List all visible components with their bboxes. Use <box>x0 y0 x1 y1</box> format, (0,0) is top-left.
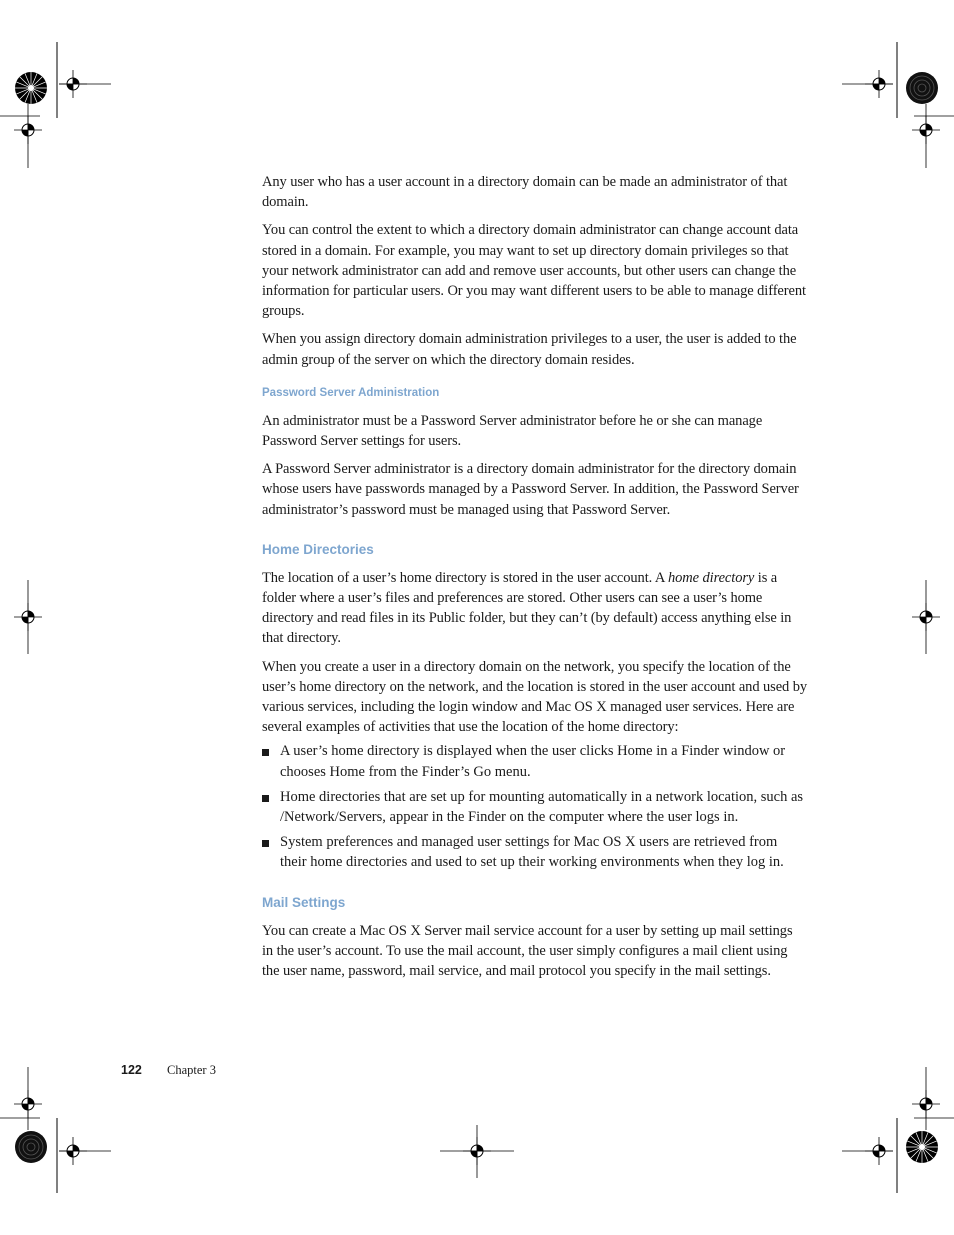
page-footer <box>121 1063 216 1078</box>
intro-paragraph-3: When you assign directory domain administration privileges to a user, the user is added to the admin group of the server on which the directory domain resides. <box>262 331 797 368</box>
list-item <box>262 787 807 827</box>
intro-paragraph-2: You can control the extent to which a directory domain administrator can change account data stored in a domain. For example, you may want to set up directory domain privileges so that your network administrator can add and remove user accounts, but other users can change the information for particular users. Or you may want different users to be able to manage different groups. <box>262 222 806 320</box>
list-item-text: Home directories that are set up for mounting automatically in a network location, such as /Network/Servers, appear in the Finder on the computer where the user logs in. <box>280 788 804 826</box>
home-directory-term: home directory <box>667 569 755 586</box>
square-bullet-icon <box>262 749 269 756</box>
list-item-text: A user’s home directory is displayed when the user clicks Home in a Finder window or chooses Home from the Finder’s Go menu. <box>280 743 786 780</box>
home-directories-heading: Home Directories <box>262 541 374 557</box>
square-bullet-icon <box>262 840 269 847</box>
home-dir-text-after: is a folder where a user’s files and preferences are stored. Other users can see a user’s home directory and read files in its Public folder, but they can’t (by default) access anything else in that directory. <box>262 569 792 647</box>
page-number: 122 <box>121 1063 142 1077</box>
intro-paragraph-1: Any user who has a user account in a directory domain can be made an administrator of that domain. <box>262 174 788 211</box>
password-admin-paragraph-1: An administrator must be a Password Server administrator before he or she can manage Password Server settings for users. <box>262 412 763 450</box>
home-directories-paragraph-2: When you create a user in a directory domain on the network, you specify the location of the user’s home directory on the network, and the location is stored in the user account and used by various services, including the login window and Mac OS X managed user services. Here are several examples of activities that use the location of the home directory: <box>262 658 808 736</box>
list-item <box>262 741 807 781</box>
home-directories-paragraph-1 <box>262 568 807 649</box>
list-item <box>262 832 807 872</box>
mail-settings-heading: Mail Settings <box>262 894 346 910</box>
mail-settings-paragraph-1: You can create a Mac OS X Server mail service account for a user by setting up mail settings in the user’s account. To use the mail account, the user simply configures a mail client using the user name, password, mail service, and mail protocol you specify in the mail settings. <box>262 922 793 980</box>
home-directory-examples-list <box>262 741 807 872</box>
chapter-label: Chapter 3 <box>167 1063 216 1077</box>
home-dir-text-before: The location of a user’s home directory is stored in the user account. A <box>262 569 668 586</box>
page-body <box>262 172 807 989</box>
starburst-mark-top-left <box>15 72 47 104</box>
password-server-admin-heading: Password Server Administration <box>262 386 440 399</box>
square-bullet-icon <box>262 795 269 802</box>
target-mark-top-right <box>906 72 938 104</box>
starburst-mark-bottom-right <box>906 1131 938 1163</box>
password-admin-paragraph-2: A Password Server administrator is a directory domain administrator for the directory domain whose users have passwords managed by a Password Server. In addition, the Password Server administrator’s password must be managed using that Password Server. <box>262 461 799 518</box>
target-mark-bottom-left <box>15 1131 47 1163</box>
list-item-text: System preferences and managed user settings for Mac OS X users are retrieved from their home directories and used to set up their working environments when they log in. <box>280 834 784 871</box>
